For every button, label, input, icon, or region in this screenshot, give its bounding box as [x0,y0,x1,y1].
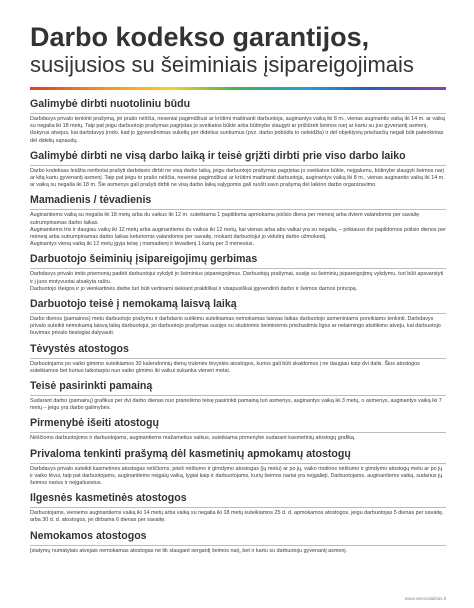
footer-url: www.seimoslaiktas.lt [404,596,446,601]
section-paragraph: Auginantiems tris ir daugiau vaikų iki 12 metų arba auginantiems du vaikus iki 12 metų, kai vienas arba abu vaikai yra su negalia, – prikiauso dvi papildomos poilsio dienos per mėnesį arba sutrumpinamas darbo laikas keturiomis valandomis per savaitę, mokant darbuotojui jo vidutinį darbo užmokestį. [30,226,446,241]
section-divider [30,313,446,314]
section-divider [30,358,446,359]
section-title: Darbuotojo šeiminių įsipareigojimų gerbimas [30,253,258,266]
section-title: Ilgesnės kasmetinės atostogos [30,492,187,505]
page-title: Darbo kodekso garantijos, [30,22,370,52]
section-paragraph: Darbo kodeksas leidžia neribotai prašyti darbdavio dirbti ne visą darbo laiką, jeigu darbuotojo prašymas pagrįstas jo sveikatos būkle, neįgalumu, būtinybe slaugyti šeimos narį ar kitą kartu gyvenantį asmenį. Taip pat jeigu to prašo nėščia, neseniai pagimdžiusi ar krūtimi maitinanti darbuotoja, auginantys vaiką iki 8 m., vienas auginantis vaiką iki 14 m. ar vaiką su negalia iki 18 m. Šie asmenys gali prašyti dirbti ne visą darbo laiką sąlygomis gali ruošti savo prašymą dėl laikino darbo organizavimo. [30,167,445,189]
section-title: Nemokamos atostogos [30,529,147,542]
section-paragraph: Darbuotojams, vieniems auginantiems vaiką iki 14 metų arba vaiką su negalia iki 18 metų suteikiamos 25 d. d. apmokamos atostogos, jeigu darbuotojas 5 dienas per savaitę, arba 30 d. d. atostogos, jei dirbama 6 dienas per savaitę. [30,510,444,524]
section-paragraph: Sudarant darbo (pamainų) grafikus per dvi darbo dienas nuo pranešimo teisę pasirinkti pamainą turi asmenys, auginantys vaiką iki 3 metų, o asmenys, auginantys vaiką iki 7 metų – jeigu yra darbo galimybės. [30,398,442,412]
section-divider [30,395,446,396]
content [30,98,446,555]
section-paragraph: Įstatymų numatytais atvejais nemokamas atostogas ne tik slaugant sergantį šeimos narį, bet ir kartu su darbuotoju gyvenantį asmenį. [30,547,348,554]
section [30,194,446,248]
section-divider [30,463,446,464]
section-paragraph: Darbuotojams po vaiko gimimo suteikiamos 30 kalendorinių dienų trukmės tėvystės atostogos, kurios gali būti skaidomos į ne daugiau kaip dvi dalis. Šios atostogos suteikiamos bet kuriuo laikotarpiu nuo vaiko gimimo iki vaikui sukanka vieneri metai. [30,360,420,374]
section [30,417,446,442]
section [30,380,446,412]
section-title: Galimybė dirbti ne visą darbo laiką ir teisė grįžti dirbti prie viso darbo laiko [30,149,406,162]
section-title: Mamadienis / tėvadienis [30,194,152,207]
section-divider [30,545,446,546]
section-paragraph: Darbdavys privalo suteikti kasmetines atostogas nėščioms, prieš nėštumo ir gimdymo atostogas (jų metu) ar po jų, vaiko motinos nėštumo ir gimdymo atostogų metu ar po jų ir vaiko tėvui, taip pat darbuotojams, auginantiems neįgalų vaiką, lygiai kaip ir darbuotojams, kurių šeimos nariai yra neįgalieji. Darbuotojams, auginantiems vaiką, sudarius jų šeimos narius ir neįgaliuosius. [30,465,443,487]
section [30,343,446,375]
section-divider [30,268,446,269]
section-title: Darbuotojo teisė į nemokamą laisvą laiką [30,298,237,311]
section-paragraph: Auginantys vieną vaiką iki 12 metų įgyja teisę į mamadienį ir tėvadienį 1 kartą per 3 mėnesius. [30,241,255,248]
section-title: Teisė pasirinkti pamainą [30,380,153,393]
section [30,253,446,293]
section [30,448,446,488]
section-paragraph: Darbdavys privalo tenkinti prašymą, jei prašo nėščia, neseniai pagimdžiusi ar krūtimi maitinanti darbuotoja, auginantys vaiką iki 8 m., vienas auginantis vaiką iki 14 m. ar vaiką su negalia iki 18 metų. Taip pat jeigu darbuotojo prašymas pagrįstas jo sveikatos būkle arba būtinybe slaugyti ar prižiūrėti šeimos narį ar kartu su juo gyvenantį asmenį, išskyrus atvejus, kai darbdavys įrodo, kad jo įgyvendinimas sukeltų per didelius sunkumus (pvz. darbo pobūdis to neleidžia) ir dėl objektyvių priežasčių negali būti patenkintas dėl didelių sąnaudų. [30,116,445,144]
section-divider [30,209,446,210]
section [30,98,446,145]
section-title: Galimybė dirbti nuotoliniu būdu [30,98,191,110]
section-divider [30,165,446,166]
section-title: Pirmenybė išeiti atostogų [30,417,159,430]
section-paragraph: Darbdavys privalo imtis priemonių padėti darbuotojui vykdyti jo šeiminius įsipareigojimus. Darbuotojų prašymai, susiję su šeiminių įsipareigojimų vykdymu, turi būti apsvarstyti ir į juos motyvuotai atsakyta raštu. [30,271,444,285]
section [30,492,446,524]
section-divider [30,432,446,433]
rainbow-divider [30,87,446,90]
section-title: Privaloma tenkinti prašymą dėl kasmetinių apmokamų atostogų [30,447,351,460]
section-paragraph: Darbuotojo išeigos ir jo vienkartinės darbe turi būti vertinami siekiant praktiškai ir visapusiškai įgyvendinti darbo ir šeimos darnos principą. [30,285,358,292]
section-paragraph: Nėščioms darbuotojoms ir darbuotojams, auginantiems mažametius vaikus, suteikiama pirmenybė sudarant kasmetinių atostogų grafiką. [30,435,356,442]
section-title: Tėvystės atostogos [30,342,129,355]
section [30,150,446,190]
section [30,298,446,338]
section-divider [30,507,446,508]
section-paragraph: Darbo dienos (pamainos) metu darbuotojo prašymu ir darbdavio sutikimu suteikiamas nemokamas laisvas laikas darbuotojo asmeniniams poreikiams tenkinti. Darbdavys privalo suteikti nemokamą laisvą laiką darbuotojui, jei darbuotojo prašymas susijęs su skubiomis šeiminėmis priežastimis ligos ar nelaimingo atsitikimo atveju, kai darbuotojo buvimas privalo tiesiogiai dalyvauti. [30,316,441,337]
page-subtitle: susijusios su šeiminiais įsipareigojimais [30,52,414,77]
section-divider [30,113,446,114]
section [30,530,446,555]
section-paragraph: Auginantiems vaiką su negalia iki 18 metų arba du vaikus iki 12 m. suteikiama 1 papildoma apmokama poilsio diena per mėnesį arba dviem valandomis per savaitę sutrumpinamas darbo laikas. [30,212,420,226]
